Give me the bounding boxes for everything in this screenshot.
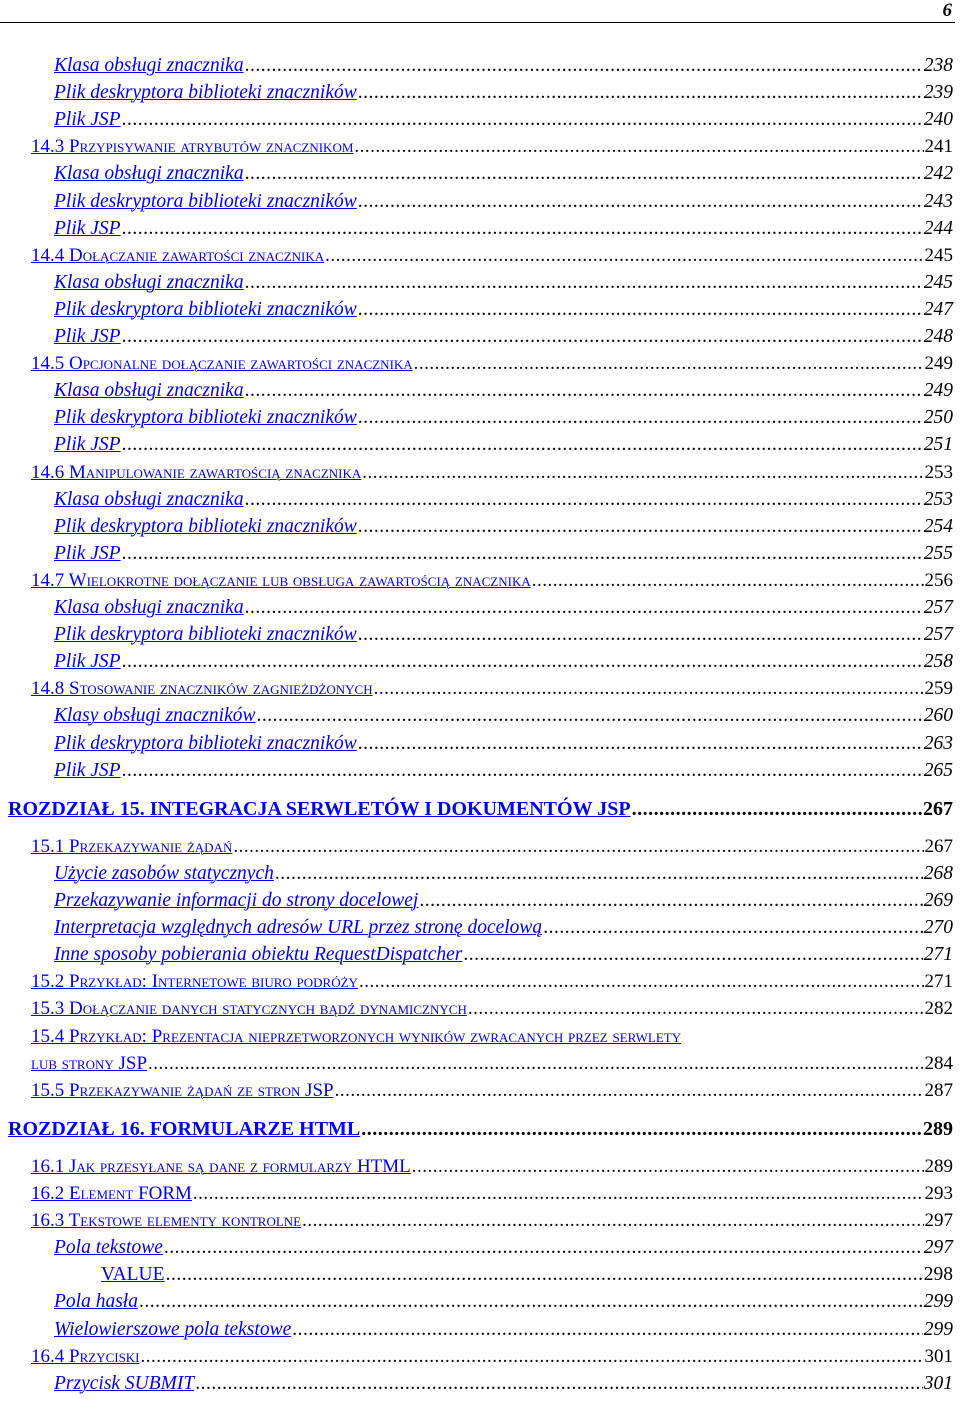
toc-entry[interactable] [31, 136, 953, 158]
toc-dot-leader [543, 917, 923, 939]
toc-page-number: 249 [923, 380, 953, 402]
toc-dot-leader [233, 836, 923, 858]
toc-entry[interactable] [54, 516, 953, 538]
toc-dot-leader [532, 570, 924, 592]
toc-entry[interactable] [101, 1264, 953, 1286]
toc-page-number: 257 [923, 624, 953, 646]
toc-dot-leader [414, 353, 924, 375]
toc-page-number: 299 [923, 1291, 953, 1313]
toc-entry[interactable] [54, 597, 953, 619]
toc-dot-leader [122, 760, 923, 782]
toc-page-number: 254 [923, 515, 953, 537]
toc-entry[interactable] [54, 733, 953, 755]
toc-entry[interactable] [31, 245, 953, 267]
toc-entry-title[interactable]: Pola tekstowe [54, 1237, 163, 1259]
toc-entry-title[interactable]: Przycisk SUBMIT [54, 1372, 195, 1394]
toc-page-number: 250 [923, 407, 953, 429]
toc-dot-leader [245, 597, 923, 619]
toc-dot-leader [358, 82, 923, 104]
toc-page-number: 242 [923, 163, 953, 185]
toc-entry[interactable] [54, 863, 953, 885]
toc-entry-title[interactable]: Klasa obsługi znacznika [54, 380, 244, 402]
toc-page-number: 253 [923, 488, 953, 510]
toc-entry-title[interactable]: 16.2 Element FORM [31, 1183, 192, 1204]
toc-entry-title[interactable]: Inne sposoby pobierania obiektu RequestDispatcher [54, 944, 463, 966]
toc-entry-title[interactable]: Plik deskryptora biblioteki znaczników [54, 82, 357, 104]
toc-entry-title[interactable]: Wielowierszowe pola tekstowe [54, 1318, 292, 1340]
toc-dot-leader [245, 163, 923, 185]
toc-entry[interactable] [31, 1210, 953, 1232]
toc-entry-title[interactable]: 14.5 Opcjonalne dołączanie zawartości znacznika [31, 353, 413, 375]
toc-dot-leader [141, 1346, 924, 1368]
toc-dot-leader [374, 678, 924, 700]
toc-page-number: 260 [923, 705, 953, 727]
toc-entry-title[interactable]: Interpretacja względnych adresów URL przez stronę docelową [54, 917, 543, 939]
toc-page-number: 255 [923, 542, 953, 564]
toc-entry-title[interactable]: ROZDZIAŁ 16. FORMULARZE HTML [8, 1117, 361, 1140]
toc-entry-title[interactable]: VALUE [101, 1264, 165, 1286]
toc-entry[interactable] [54, 1319, 953, 1341]
toc-entry-title[interactable]: 14.3 Przypisywanie atrybutów znacznikom [31, 136, 354, 158]
toc-page-number: 245 [923, 271, 953, 293]
toc-page-number: 257 [923, 597, 953, 618]
toc-entry[interactable] [54, 109, 953, 131]
toc-entry[interactable] [8, 1118, 953, 1141]
toc-entry[interactable] [31, 570, 953, 592]
toc-page-number: 271 [923, 944, 953, 966]
toc-dot-leader [122, 651, 923, 673]
toc-page-number: 263 [923, 732, 953, 754]
toc-page-number: 289 [923, 1117, 953, 1140]
toc-page-number: 249 [924, 353, 953, 375]
toc-entry-title[interactable]: 16.4 Przyciski [31, 1345, 140, 1367]
toc-dot-leader [632, 798, 922, 821]
toc-dot-leader [257, 705, 923, 727]
toc-entry-title[interactable]: Plik JSP [54, 759, 121, 781]
toc-entry-title[interactable]: 14.7 Wielokrotne dołączanie lub obsługa zawartością znacznika [31, 569, 531, 591]
toc-entry-title[interactable]: Plik deskryptora biblioteki znaczników [54, 624, 357, 646]
page-number: 6 [942, 0, 952, 21]
toc-entry-title[interactable]: 15.3 Dołączanie danych statycznych bądź dynamicznych [31, 998, 467, 1020]
toc-entry-title[interactable]: Plik JSP [54, 434, 121, 456]
toc-entry[interactable] [31, 1053, 953, 1075]
toc-page-number: 269 [923, 890, 953, 911]
toc-entry[interactable] [54, 624, 953, 646]
toc-page-number: 245 [924, 244, 953, 266]
toc-entry[interactable] [54, 191, 953, 213]
toc-dot-leader [354, 136, 923, 158]
toc-entry[interactable] [31, 1026, 953, 1048]
toc-page-number: 247 [923, 298, 953, 320]
toc-entry-title[interactable]: Plik deskryptora biblioteki znaczników [54, 190, 357, 212]
toc-page-number: 297 [923, 1237, 953, 1259]
toc-page-number: 248 [923, 326, 953, 347]
toc-dot-leader [164, 1237, 923, 1259]
toc-page-number: 267 [923, 797, 953, 820]
toc-entry-title[interactable]: Plik deskryptora biblioteki znaczników [54, 732, 357, 754]
toc-dot-leader [122, 434, 923, 456]
toc-page-number: 268 [923, 862, 953, 884]
toc-dot-leader [166, 1264, 923, 1286]
toc-dot-leader [122, 543, 923, 565]
toc-entry-title[interactable]: Klasa obsługi znacznika [54, 488, 244, 510]
toc-dot-leader [412, 1156, 924, 1178]
toc-dot-leader [245, 489, 923, 511]
toc-entry-title[interactable]: Klasa obsługi znacznika [54, 163, 244, 185]
toc-entry-title[interactable]: Klasy obsługi znaczników [54, 705, 256, 727]
toc-entry-title[interactable]: Plik JSP [54, 217, 121, 239]
toc-entry[interactable] [54, 82, 953, 104]
toc-entry[interactable] [54, 944, 953, 966]
toc-dot-leader [358, 191, 923, 213]
toc-entry[interactable] [54, 55, 953, 77]
toc-dot-leader [148, 1053, 923, 1075]
toc-page-number: 240 [923, 109, 953, 131]
toc-entry[interactable] [54, 760, 953, 782]
toc-dot-leader [361, 1118, 922, 1141]
toc-dot-leader [463, 944, 922, 966]
toc-dot-leader [139, 1291, 923, 1313]
toc-dot-leader [195, 1373, 922, 1395]
toc-entry[interactable] [31, 998, 953, 1020]
toc-page-number: 259 [924, 678, 953, 700]
toc-dot-leader [358, 733, 923, 755]
toc-dot-leader [362, 462, 923, 484]
toc-page-number: 299 [923, 1318, 953, 1340]
toc-page-number: 265 [923, 759, 953, 781]
toc-entry-title[interactable]: 15.5 Przekazywanie żądań ze stron JSP [31, 1079, 334, 1101]
toc-entry[interactable] [31, 971, 953, 993]
toc-dot-leader [245, 55, 923, 77]
toc-page-number: 284 [924, 1052, 953, 1074]
toc-page-number: 270 [923, 917, 953, 939]
toc-dot-leader [302, 1210, 923, 1232]
toc-entry[interactable] [54, 1373, 953, 1395]
header-rule [0, 22, 955, 23]
toc-page-number: 293 [924, 1183, 953, 1204]
toc-entry-title[interactable]: 16.3 Tekstowe elementy kontrolne [31, 1210, 302, 1232]
toc-entry-title[interactable]: Plik deskryptora biblioteki znaczników [54, 298, 357, 320]
toc-page-number: 239 [923, 82, 953, 104]
toc-entry[interactable] [31, 353, 953, 375]
toc-entry-title[interactable]: Klasa obsługi znacznika [54, 55, 244, 76]
toc-entry-title[interactable]: Plik deskryptora biblioteki znaczników [54, 407, 357, 429]
toc-entry[interactable] [31, 836, 953, 858]
toc-entry[interactable] [54, 163, 953, 185]
toc-dot-leader [419, 890, 922, 912]
toc-entry-title[interactable]: Plik JSP [54, 651, 121, 673]
toc-page-number: 282 [924, 998, 953, 1020]
toc-entry-title[interactable]: Klasa obsługi znacznika [54, 271, 244, 293]
toc-entry-title[interactable]: Klasa obsługi znacznika [54, 597, 244, 618]
toc-dot-leader [122, 109, 923, 131]
toc-entry[interactable] [31, 462, 953, 484]
toc-entry-title[interactable]: 15.4 Przykład: Prezentacja nieprzetworzonych wyników zwracanych przez serwlety [31, 1025, 682, 1047]
toc-entry[interactable] [31, 1183, 953, 1205]
toc-entry-title[interactable]: Plik JSP [54, 109, 121, 131]
toc-page-number: 297 [924, 1210, 953, 1232]
toc-entry[interactable] [54, 272, 953, 294]
toc-entry[interactable] [54, 299, 953, 321]
toc-entry[interactable] [54, 917, 953, 939]
toc-dot-leader [358, 516, 923, 538]
toc-page-number: 244 [923, 217, 953, 239]
toc-entry[interactable] [54, 705, 953, 727]
toc-dot-leader [193, 1183, 924, 1205]
toc-page-number: 271 [924, 971, 953, 993]
toc-page-number: 287 [924, 1079, 953, 1101]
toc-entry[interactable] [8, 798, 953, 821]
toc-entry[interactable] [54, 543, 953, 565]
toc-dot-leader [245, 272, 923, 294]
toc-dot-leader [292, 1319, 923, 1341]
toc-entry-title[interactable]: Plik JSP [54, 542, 121, 564]
toc-dot-leader [275, 863, 923, 885]
toc-entry[interactable] [54, 326, 953, 348]
toc-dot-leader [335, 1080, 924, 1102]
toc-page-number: 298 [923, 1264, 953, 1286]
toc-page-number: 253 [924, 461, 953, 483]
toc-dot-leader [122, 218, 923, 240]
toc-page-number: 301 [924, 1345, 953, 1367]
toc-entry[interactable] [54, 651, 953, 673]
toc-page-number: 267 [924, 835, 953, 857]
toc-dot-leader [468, 998, 924, 1020]
toc-entry[interactable] [54, 489, 953, 511]
toc-entry[interactable] [31, 678, 953, 700]
toc-dot-leader [358, 299, 923, 321]
toc-page-number: 241 [924, 136, 953, 158]
toc-entry-title[interactable]: Plik deskryptora biblioteki znaczników [54, 515, 357, 537]
toc-entry-title[interactable]: 14.4 Dołączanie zawartości znacznika [31, 244, 325, 266]
toc-entry[interactable] [54, 1291, 953, 1313]
toc-dot-leader [122, 326, 923, 348]
toc-page-number: 251 [923, 434, 953, 456]
toc-entry-title[interactable]: lub strony JSP [31, 1052, 148, 1074]
toc-dot-leader [358, 407, 923, 429]
toc-dot-leader [359, 971, 924, 993]
toc-entry-title[interactable]: Użycie zasobów statycznych [54, 862, 274, 884]
toc-page-number: 301 [923, 1372, 953, 1394]
toc-entry[interactable] [31, 1346, 953, 1368]
toc-dot-leader [325, 245, 923, 267]
toc-entry-title[interactable]: 14.6 Manipulowanie zawartością znacznika [31, 461, 362, 483]
toc-entry-title[interactable]: 15.2 Przykład: Internetowe biuro podróży [31, 971, 358, 993]
toc-entry[interactable] [54, 407, 953, 429]
toc-entry[interactable] [54, 1237, 953, 1259]
toc-page-number: 243 [923, 190, 953, 212]
toc-entry-title[interactable]: 14.8 Stosowanie znaczników zagnieżdżonych [31, 678, 373, 700]
toc-entry[interactable] [31, 1156, 953, 1178]
toc-dot-leader [245, 380, 923, 402]
toc-entry-title[interactable]: Plik JSP [54, 326, 121, 347]
toc-entry[interactable] [54, 218, 953, 240]
toc-dot-leader [358, 624, 923, 646]
toc-entry-title[interactable]: ROZDZIAŁ 15. INTEGRACJA SERWLETÓW I DOKUMENTÓW JSP [8, 797, 631, 820]
toc-entry-title[interactable]: 15.1 Przekazywanie żądań [31, 835, 233, 857]
toc-page-number: 258 [923, 651, 953, 673]
toc-entry-title[interactable]: Przekazywanie informacji do strony docelowej [54, 890, 419, 911]
toc-page-number: 289 [924, 1155, 953, 1177]
toc-entry[interactable] [31, 1080, 953, 1102]
toc-entry[interactable] [54, 434, 953, 456]
toc-page-number: 238 [923, 55, 953, 76]
toc-entry[interactable] [54, 380, 953, 402]
toc-entry-title[interactable]: Pola hasła [54, 1291, 138, 1313]
toc-page-number: 256 [924, 569, 953, 591]
toc-entry-title[interactable]: 16.1 Jak przesyłane są dane z formularzy HTML [31, 1155, 411, 1177]
toc-entry[interactable] [54, 890, 953, 912]
